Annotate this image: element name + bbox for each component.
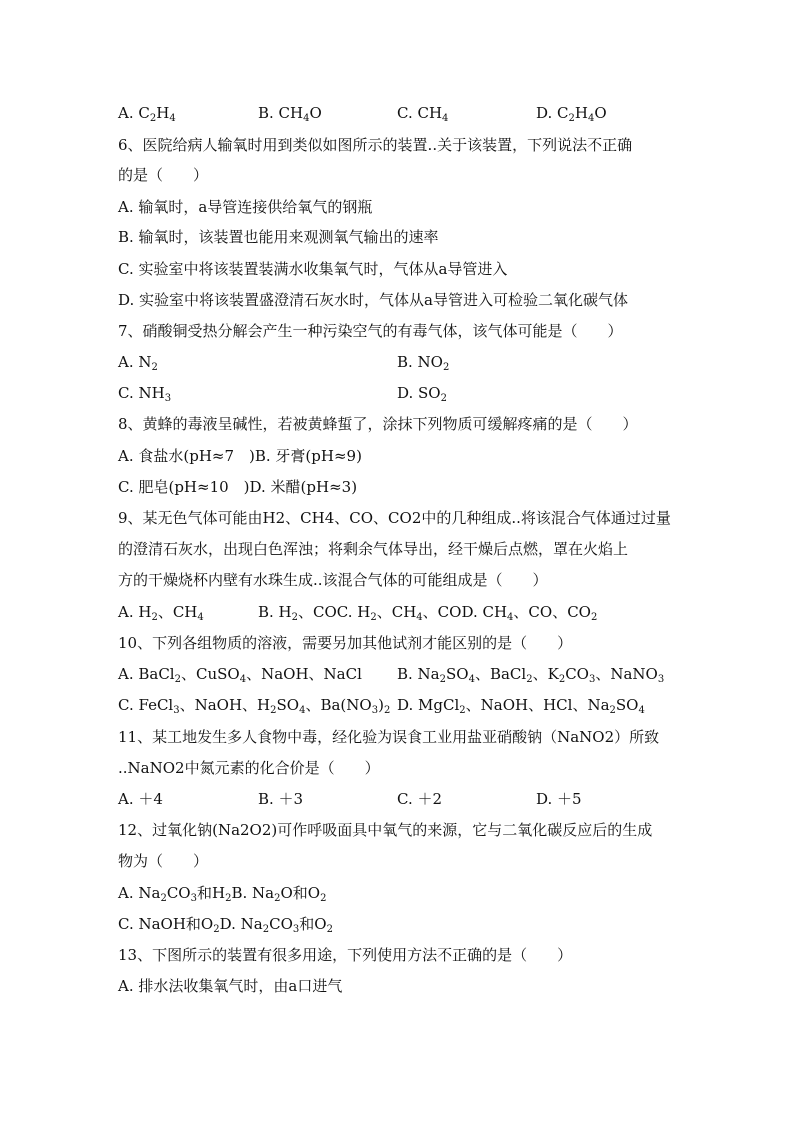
q11-option-c: C. ＋2 [397,790,443,808]
q8-options-cd: C. 肥皂(pH≈10 )D. 米醋(pH≈3) [118,478,358,496]
q11-stem-line2: ..NaNO2中氮元素的化合价是（ ） [118,759,380,777]
q9-stem-line3: 方的干燥烧杯内壁有水珠生成..该混合气体的可能组成是（ ） [118,571,548,589]
q7-option-c: C. $NH_3$ [118,384,172,404]
q6-option-c: C. 实验室中将该装置装满水收集氧气时，气体从a导管进入 [118,260,508,278]
q13-stem: 13、下图所示的装置有很多用途，下列使用方法不正确的是（ ） [118,946,573,964]
q9-option-bcd: B. $H_2$、COC. $H_2$、$CH_4$、COD. $CH_4$、CO、$CO_2$ [258,603,598,623]
q11-option-b: B. ＋3 [258,790,304,808]
q10-option-c: C. FeCl$_3$、NaOH、$H_2SO_4$、$Ba(NO_3)_2$ [118,696,391,716]
q9-option-a: A. $H_2$、$CH_4$ [118,603,204,623]
q11-option-d: D. ＋5 [536,790,582,808]
q7-option-a: A. $N_2$ [118,353,158,373]
q7-option-d: D. $SO_2$ [397,384,447,404]
q8-options-ab: A. 食盐水(pH≈7 )B. 牙膏(pH≈9) [118,447,362,465]
q10-option-d: D. MgCl$_2$、NaOH、HCl、$Na_2SO_4$ [397,696,645,716]
q10-stem: 10、下列各组物质的溶液，需要另加其他试剂才能区别的是（ ） [118,634,573,652]
q6-option-a: A. 输氧时，a导管连接供给氧气的钢瓶 [118,198,373,216]
q12-stem-line2: 物为（ ） [118,852,209,870]
q7-stem: 7、硝酸铜受热分解会产生一种污染空气的有毒气体，该气体可能是（ ） [118,322,623,340]
q5-option-b: B. $CH_4O$ [258,104,322,124]
q5-option-d: D. $C_2H_4O$ [536,104,607,124]
q12-options-cd: C. NaOH和$O_2D$. $Na_2CO_3$和$O_2$ [118,915,333,935]
q12-stem-line1: 12、过氧化钠(Na2O2)可作呼吸面具中氧气的来源，它与二氧化碳反应后的生成 [118,821,653,839]
q7-option-b: B. $NO_2$ [397,353,450,373]
q6-stem-line1: 6、医院给病人输氧时用到类似如图所示的装置..关于该装置，下列说法不正确 [118,136,633,154]
q11-stem-line1: 11、某工地发生多人食物中毒，经化验为误食工业用盐亚硝酸钠（NaNO2）所致 [118,728,660,746]
q10-option-b: B. $Na_2SO_4$、BaCl$_2$、$K_2CO_3$、NaNO$_3$ [397,665,665,685]
q5-option-a: A. $C_2H_4$ [118,104,176,124]
q11-option-a: A. ＋4 [118,790,163,808]
q13-option-a: A. 排水法收集氧气时，由a口进气 [118,977,343,995]
q9-stem-line2: 的澄清石灰水，出现白色浑浊；将剩余气体导出，经干燥后点燃，罩在火焰上 [118,540,629,558]
q10-option-a: A. BaCl$_2$、CuSO$_4$、NaOH、NaCl [118,665,362,685]
q6-stem-line2: 的是（ ） [118,166,209,184]
q6-option-b: B. 输氧时，该装置也能用来观测氧气输出的速率 [118,228,439,246]
q8-stem: 8、黄蜂的毒液呈碱性，若被黄蜂蜇了，涂抹下列物质可缓解疼痛的是（ ） [118,415,638,433]
q5-option-c: C. $CH_4$ [397,104,449,124]
q9-stem-line1: 9、某无色气体可能由H2、CH4、CO、CO2中的几种组成..将该混合气体通过过量 [118,509,671,527]
q12-options-ab: A. $Na_2CO_3$和$H_2B$. $Na_2O$和$O_2$ [118,884,327,904]
q6-option-d: D. 实验室中将该装置盛澄清石灰水时，气体从a导管进入可检验二氧化碳气体 [118,291,628,309]
